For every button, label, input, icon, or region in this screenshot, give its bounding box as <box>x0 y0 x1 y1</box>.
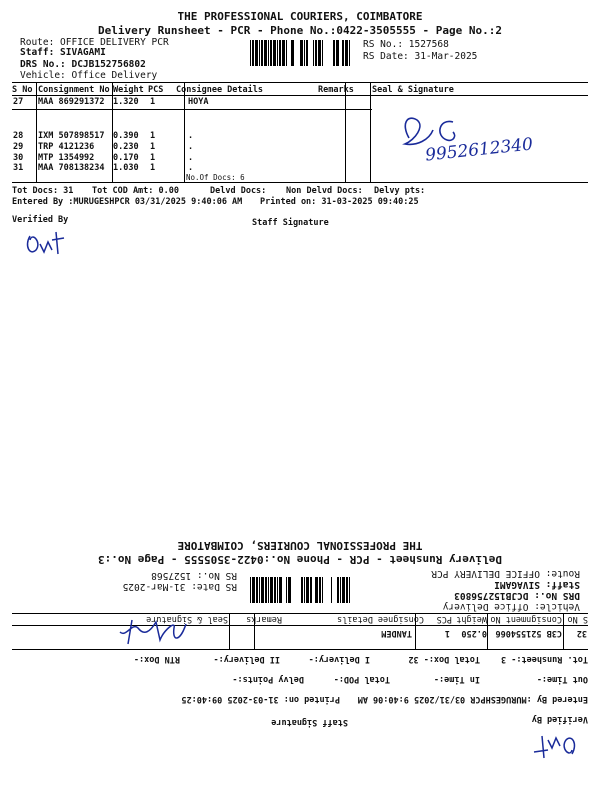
non-delvd-docs: Non Delvd Docs: <box>286 186 363 196</box>
summary-total-pod: Total POD:- <box>333 674 390 684</box>
table-row-pcs: 1 <box>150 153 156 163</box>
staff-label: Staff: SIVAGAMI <box>494 579 580 590</box>
summary-tot-runsheet: Tot. Runsheet:- 3 <box>501 654 588 664</box>
route-label: Route: OFFICE DELIVERY PCR <box>20 37 169 48</box>
route-label: Route: OFFICE DELIVERY PCR <box>431 568 580 579</box>
table-row-consignment: IXM 507898517 <box>38 131 105 141</box>
col-weight: Weight <box>113 85 144 95</box>
handwritten-phone: 9952612340 <box>424 134 534 166</box>
summary-rtn-dox: RTN Dox:- <box>133 654 180 664</box>
table-row-weight: 1.320 <box>113 97 139 107</box>
drs-label: DRS No.: DCJB152756803 <box>454 590 580 601</box>
col-consignee: Consignee Details <box>176 85 263 95</box>
col-consignment: Consignment No <box>38 85 110 95</box>
summary-out-time: Out Time:- <box>536 674 588 684</box>
col-pcs: PCS <box>148 85 164 95</box>
runsheet-title: Delivery Runsheet - PCR - Phone No.:0422-3505555 - Page No.:3 <box>98 553 502 566</box>
table-row-consignee: . <box>188 153 194 163</box>
table-row-pcs: 1 <box>150 97 156 107</box>
summary-i-delivery: I Delivery:- <box>308 654 370 664</box>
col-remarks: Remarks <box>318 85 354 95</box>
verified-signature <box>22 226 77 262</box>
vehicle-label: Vehicle: Office Delivery <box>442 601 580 612</box>
table-row-consignee: HOYA <box>188 97 209 107</box>
table-row-weight: 0.230 <box>113 142 139 152</box>
table-row-pcs: 1 <box>150 131 156 141</box>
delvd-docs: Delvd Docs: <box>210 186 267 196</box>
col-sno: S No <box>567 614 588 624</box>
table-row-sno: 28 <box>13 131 24 141</box>
entered-by: Entered By :MURUGESHPCR 03/31/2025 9:40:06 AM <box>12 197 243 207</box>
table-row-consignment: MAA 869291372 <box>38 97 105 107</box>
table-row-weight: 0.390 <box>113 131 139 141</box>
rs-number: RS No.: 1527568 <box>363 39 449 50</box>
rs-number: RS No.: 1527568 <box>151 570 237 581</box>
col-seal: Seal & Signature <box>372 85 454 95</box>
staff-signature-label: Staff Signature <box>271 717 348 727</box>
table-row-weight: 0.170 <box>113 153 139 163</box>
col-remarks: Remarks <box>246 614 282 624</box>
barcode <box>250 40 351 66</box>
table-row-consignment: TRP 4121236 <box>38 142 95 152</box>
company-title: THE PROFESSIONAL COURIERS, COIMBATORE <box>177 10 423 23</box>
rs-date: RS Date: 31-Mar-2025 <box>363 51 478 62</box>
tot-docs: Tot Docs: 31 <box>12 186 74 196</box>
summary-in-time: In Time:- <box>433 674 480 684</box>
entered-by: Entered By :MURUGESHPCR 03/31/2025 9:40:06 AM <box>357 694 588 704</box>
barcode <box>249 577 350 603</box>
table-row-sno: 29 <box>13 142 24 152</box>
drs-label: DRS No.: DCJB152756802 <box>20 59 146 70</box>
vehicle-label: Vehicle: Office Delivery <box>20 70 158 81</box>
table-row-consignee: . <box>188 131 194 141</box>
summary-ii-delivery: II Delivery:- <box>213 654 280 664</box>
rs-date: RS Date: 31-Mar-2025 <box>122 581 237 592</box>
verified-by-label: Verified By <box>12 215 69 225</box>
col-pcs: PCS <box>436 614 452 624</box>
no-of-docs: No.Of Docs: 6 <box>186 173 245 182</box>
table-row-weight: 0.250 <box>461 628 487 638</box>
tot-cod-amt: Tot COD Amt: 0.00 <box>92 186 179 196</box>
handwritten-signature <box>110 616 190 650</box>
table-row-sno: 27 <box>13 97 24 107</box>
summary-delvy-points: Delvy Points:- <box>232 674 304 684</box>
table-row-sno: 30 <box>13 153 24 163</box>
col-consignee: Consignee Details <box>337 614 424 624</box>
summary-total-dox: Total Dox:- 32 <box>408 654 480 664</box>
table-row-consignment: MAA 708138234 <box>38 163 105 173</box>
col-sno: S No <box>12 85 33 95</box>
verified-by-label: Verified By <box>531 714 588 724</box>
col-seal: Seal & Signature <box>146 614 228 624</box>
upside-down-runsheet <box>0 535 600 800</box>
company-title: THE PROFESSIONAL COURIERS, COIMBATORE <box>177 539 423 552</box>
col-consignment: Consignment No <box>490 614 562 624</box>
printed-on: Printed on: 31-03-2025 09:40:25 <box>260 197 419 207</box>
printed-on: Printed on: 31-03-2025 09:40:25 <box>181 694 340 704</box>
table-row-consignee: TANDEM <box>381 628 412 638</box>
verified-signature <box>520 728 580 764</box>
table-row-consignment: MTP 1354992 <box>38 153 95 163</box>
table-row-consignee: . <box>188 163 194 173</box>
runsheet-title: Delivery Runsheet - PCR - Phone No.:0422-3505555 - Page No.:2 <box>98 24 502 37</box>
table-row-pcs: 1 <box>150 142 156 152</box>
table-row-sno: 32 <box>576 628 587 638</box>
table-row-consignee: . <box>188 142 194 152</box>
table-row-pcs: 1 <box>444 628 450 638</box>
table-row-weight: 1.030 <box>113 163 139 173</box>
delvy-pts: Delvy pts: <box>374 186 426 196</box>
table-row-pcs: 1 <box>150 163 156 173</box>
staff-label: Staff: SIVAGAMI <box>20 47 106 58</box>
table-row-consignment: C3B 521554066 <box>495 628 562 638</box>
table-row-sno: 31 <box>13 163 24 173</box>
staff-signature-label: Staff Signature <box>252 218 329 228</box>
col-weight: Weight <box>456 614 487 624</box>
